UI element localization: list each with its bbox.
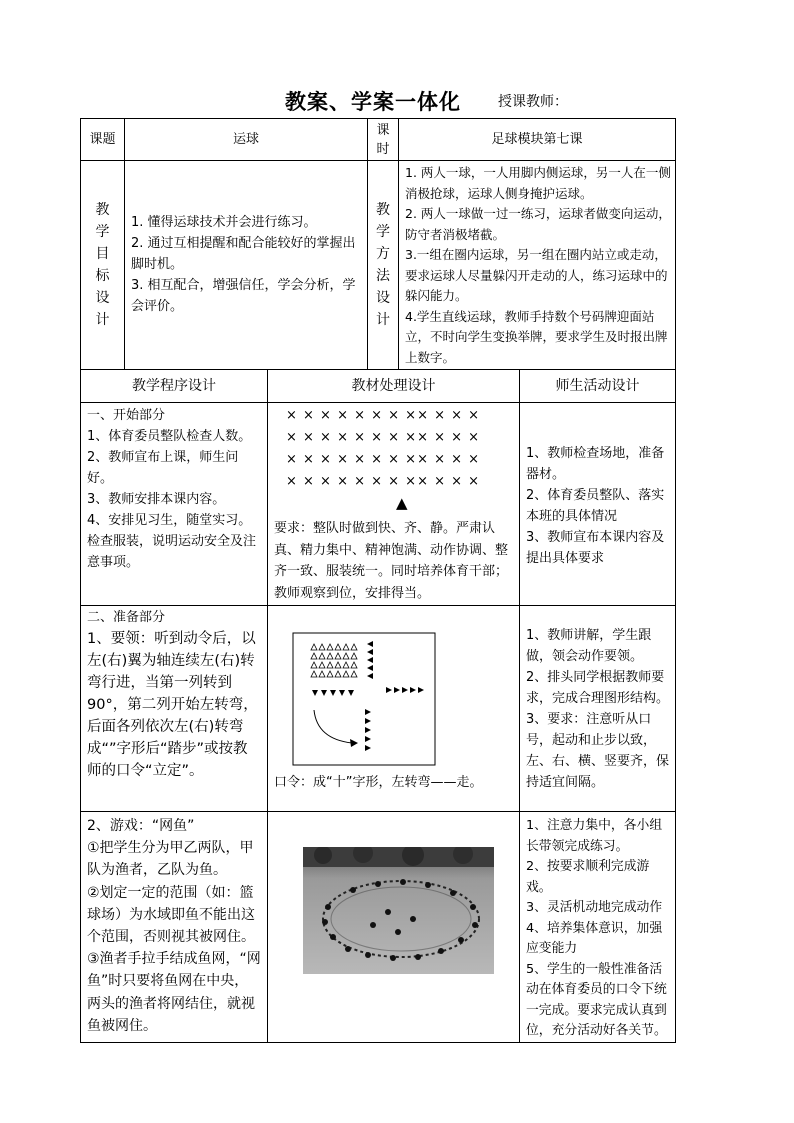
- goals-label-char: 目: [95, 246, 110, 262]
- student-figure: [370, 922, 376, 928]
- col-header-label: 教材处理设计: [351, 377, 436, 394]
- student-figure: [325, 904, 331, 910]
- student-figure: [410, 916, 416, 922]
- goals-label-char: 标: [95, 268, 110, 284]
- student-figure: [458, 937, 464, 943]
- triangle-right-mark: [418, 687, 424, 693]
- arrow-head-icon: [350, 739, 358, 747]
- student-figure: [415, 954, 421, 960]
- triangle-up-mark: [343, 671, 349, 677]
- triangle-right-mark: [365, 709, 371, 715]
- section2-procedure-cell: [80, 605, 268, 812]
- triangle-up-mark: [327, 644, 333, 650]
- triangle-right-mark: [365, 745, 371, 751]
- section1-material-cell: [267, 402, 520, 606]
- goal-item: 2. 通过互相提醒和配合能较好的掌握出脚时机。: [131, 236, 356, 272]
- triangle-right-mark: [365, 727, 371, 733]
- triangle-left-mark: [367, 665, 373, 671]
- page-title: 教案、学案一体化: [285, 90, 461, 114]
- topic-value: 运球: [232, 132, 259, 147]
- section1-activity-cell: [519, 402, 676, 606]
- section2-command: 口令：成“十”字形，左转弯——走。: [274, 775, 483, 790]
- triangle-up-mark: [343, 644, 349, 650]
- procedure-line: 检查服装，说明运动安全及注意事项。: [87, 534, 257, 570]
- teacher-label: 授课教师：: [498, 94, 568, 110]
- section1-requirement: 要求：整队时做到快、齐、静。严肃认真、精力集中、精神饱满、动作协调、整齐一致、服装统一。同时培养体育干部；教师观察到位，安排得当。: [274, 521, 509, 601]
- triangle-up-mark: [319, 662, 325, 668]
- formation-grid: [286, 405, 480, 493]
- goals-label-char: 教: [95, 202, 110, 218]
- activity-line: 2、体育委员整队、落实本班的具体情况: [526, 488, 665, 524]
- down-triangles-group: [312, 690, 354, 696]
- section2-title: 二、准备部分: [87, 610, 166, 625]
- triangle-up-mark: [351, 653, 357, 659]
- triangle-up-mark: [327, 662, 333, 668]
- activity-line: 1、教师讲解，学生跟做，领会动作要领。: [526, 628, 652, 664]
- game-photo: [303, 847, 494, 974]
- methods-label-char: 学: [376, 224, 390, 240]
- methods-label-char: 方: [376, 246, 390, 262]
- col-header-material: [267, 369, 520, 403]
- methods-label-char: 设: [376, 290, 390, 306]
- student-figure: [322, 919, 328, 925]
- hours-value-cell: [398, 118, 676, 161]
- section3-activity-cell: [519, 811, 676, 1043]
- activity-line: 5、学生的一般性准备活动在体育委员的口令下统一完成。要求完成认真到位，充分活动好各关节。: [526, 961, 667, 1038]
- triangle-up-mark: [311, 671, 317, 677]
- goals-cell: [124, 160, 368, 370]
- topic-label-cell: [80, 118, 125, 161]
- activity-line: 4、培养集体意识，加强应变能力: [526, 920, 663, 956]
- left-triangles-group: [367, 641, 373, 679]
- hours-value: 足球模块第七课: [491, 132, 583, 147]
- procedure-line: 2、教师宣布上课，师生问好。: [87, 450, 239, 486]
- teacher-position-icon: ▲: [396, 494, 408, 512]
- student-figure: [365, 952, 371, 958]
- triangle-up-mark: [343, 662, 349, 668]
- triangle-right-mark: [410, 687, 416, 693]
- formation-row: × × × × × × × ×× × × ×: [286, 474, 481, 489]
- student-figure: [330, 934, 336, 940]
- triangle-down-mark: [330, 690, 336, 696]
- triangle-up-mark: [351, 644, 357, 650]
- method-item: 2. 两人一球做一过一练习，运球者做变向运动，防守者消极堵截。: [405, 206, 671, 242]
- triangle-up-mark: [351, 671, 357, 677]
- student-figure: [345, 946, 351, 952]
- procedure-line: 1、体育委员整队检查人数。: [87, 429, 252, 444]
- procedure-line: 3、教师安排本课内容。: [87, 492, 226, 507]
- student-figure: [390, 955, 396, 961]
- methods-label-cell: [367, 160, 399, 370]
- up-triangles-group: [311, 644, 357, 677]
- activity-line: 2、排头同学根据教师要求，完成合理图形结构。: [526, 670, 670, 706]
- goals-label-char: 计: [95, 312, 110, 328]
- student-figure: [438, 948, 444, 954]
- triangle-up-mark: [319, 644, 325, 650]
- section2-activity-cell: [519, 605, 676, 812]
- triangle-left-mark: [367, 641, 373, 647]
- triangle-up-mark: [311, 653, 317, 659]
- method-item: 3.一组在圈内运球，另一组在圈内站立或走动，要求运球人尽量躲闪开走动的人，练习运球中的躲闪能力。: [405, 247, 668, 303]
- topic-label: 课题: [89, 132, 116, 147]
- method-item: 4.学生直线运球，教师手持数个号码牌迎面站立，不时向学生变换举牌，要求学生及时报出牌上数字。: [405, 308, 668, 365]
- methods-label-char: 计: [376, 312, 390, 328]
- triangle-down-mark: [312, 690, 318, 696]
- triangle-left-mark: [367, 657, 373, 663]
- triangle-up-mark: [319, 653, 325, 659]
- student-figure: [472, 922, 478, 928]
- student-figure: [385, 909, 391, 915]
- section2-material-cell: [267, 605, 520, 812]
- triangle-up-mark: [311, 644, 317, 650]
- activity-line: 3、教师宣布本课内容及提出具体要求: [526, 530, 665, 566]
- activity-line: 3、灵活机动地完成动作: [526, 900, 663, 915]
- goal-item: 1. 懂得运球技术并会进行练习。: [131, 215, 317, 230]
- triangle-down-mark: [339, 690, 345, 696]
- student-figure: [450, 890, 456, 896]
- col-header-procedure: [80, 369, 268, 403]
- formation-row: × × × × × × × ×× × × ×: [286, 452, 481, 467]
- triangle-up-mark: [311, 662, 317, 668]
- procedure-line: 4、安排见习生，随堂实习。: [87, 513, 252, 528]
- hours-label-cell: [367, 118, 399, 161]
- triangle-up-mark: [327, 671, 333, 677]
- triangle-down-mark: [348, 690, 354, 696]
- right-column-triangles-group: [365, 709, 371, 751]
- goals-label-char: 学: [95, 224, 110, 240]
- right-row-triangles-group: [386, 687, 424, 693]
- hours-label-char: 时: [376, 141, 390, 157]
- activity-line: 1、教师检查场地，准备器材。: [526, 446, 665, 482]
- turn-formation-diagram: [292, 632, 436, 766]
- col-header-label: 师生活动设计: [555, 377, 640, 394]
- goal-item: 3. 相互配合，增强信任，学会分析，学会评价。: [131, 278, 356, 314]
- goals-label-char: 设: [95, 290, 110, 306]
- procedure-line: ②划定一定的范围（如：篮球场）为水域即鱼不能出这个范围，否则视其被网住。: [87, 884, 255, 946]
- col-header-activity: [519, 369, 676, 403]
- triangle-right-mark: [365, 718, 371, 724]
- title-row: [0, 86, 794, 114]
- activity-line: 1、注意力集中，各小组长带领完成练习。: [526, 818, 663, 854]
- triangle-left-mark: [367, 673, 373, 679]
- triangle-up-mark: [335, 662, 341, 668]
- triangle-up-mark: [343, 653, 349, 659]
- methods-cell: [398, 160, 676, 370]
- student-figure: [395, 929, 401, 935]
- topic-value-cell: [124, 118, 368, 161]
- triangle-right-mark: [365, 736, 371, 742]
- triangle-up-mark: [335, 671, 341, 677]
- student-figure: [425, 882, 431, 888]
- formation-row: × × × × × × × ×× × × ×: [286, 430, 481, 445]
- triangle-up-mark: [335, 644, 341, 650]
- methods-label-char: 教: [376, 202, 390, 218]
- col-header-label: 教学程序设计: [132, 377, 216, 394]
- methods-label-char: 法: [376, 268, 390, 284]
- student-figure: [400, 879, 406, 885]
- section2-procedure-text: 1、要领：听到动令后，以左(右)翼为轴连续左(右)转弯行进，当第一列转到90°，第二列开始左转弯，后面各列依次左(右)转弯成“”字形后“踏步”或按教师的口令“立定”。: [87, 631, 258, 779]
- student-figure: [350, 887, 356, 893]
- procedure-line: ①把学生分为甲乙两队，甲队为渔者，乙队为鱼。: [87, 840, 254, 879]
- triangle-right-mark: [402, 687, 408, 693]
- triangle-up-mark: [327, 653, 333, 659]
- turn-path: [314, 710, 352, 743]
- triangle-up-mark: [319, 671, 325, 677]
- formation-row: × × × × × × × ×× × × ×: [286, 408, 481, 423]
- student-figure: [470, 904, 476, 910]
- procedure-line: 一、开始部分: [87, 408, 166, 423]
- triangle-up-mark: [335, 653, 341, 659]
- hours-label-char: 课: [376, 122, 390, 138]
- method-item: 1. 两人一球，一人用脚内侧运球，另一人在一侧消极抢球，运球人侧身掩护运球。: [405, 165, 671, 201]
- activity-line: 3、要求：注意听从口号，起动和止步以致，左、右、横、竖要齐，保持适宜间隔。: [526, 712, 670, 790]
- section3-procedure-cell: [80, 811, 268, 1043]
- section1-procedure-cell: [80, 402, 268, 606]
- student-figure: [375, 881, 381, 887]
- triangle-right-mark: [386, 687, 392, 693]
- activity-line: 2、按要求顺利完成游戏。: [526, 859, 650, 895]
- procedure-line: ③渔者手拉手结成鱼网，“网鱼”时只要将鱼网在中央，两头的渔者将网结住，就视鱼被网住。: [87, 951, 261, 1034]
- triangle-right-mark: [394, 687, 400, 693]
- triangle-left-mark: [367, 649, 373, 655]
- procedure-line: 2、游戏：“网鱼”: [87, 818, 195, 834]
- triangle-up-mark: [351, 662, 357, 668]
- section3-material-cell: [267, 811, 520, 1043]
- goals-label-cell: [80, 160, 125, 370]
- triangle-down-mark: [321, 690, 327, 696]
